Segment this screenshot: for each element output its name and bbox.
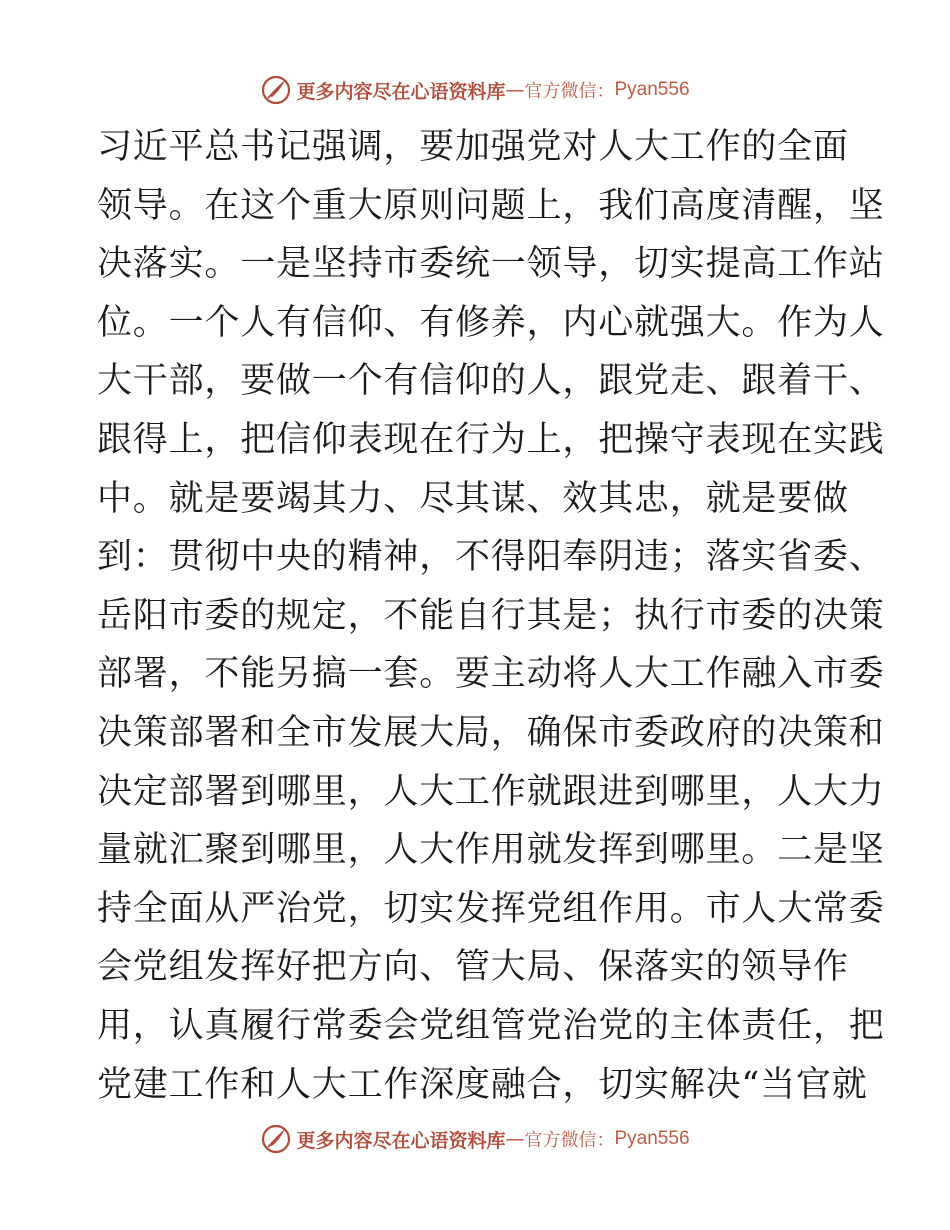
body-line: 到：贯彻中央的精神，不得阳奉阴违；落实省委、 xyxy=(97,537,885,578)
document-body xyxy=(97,118,885,1114)
body-line: 部署，不能另搞一套。要主动将人大工作融入市委 xyxy=(97,654,885,695)
body-line: 岳阳市委的规定，不能自行其是；执行市委的决策 xyxy=(97,595,885,636)
body-line: 决定部署到哪里，人大工作就跟进到哪里，人大力 xyxy=(97,771,885,812)
body-line: 跟得上，把信仰表现在行为上，把操守表现在实践 xyxy=(97,419,885,460)
body-line: 习近平总书记强调，要加强党对人大工作的全面 xyxy=(97,127,849,167)
quill-logo-icon xyxy=(260,1123,292,1155)
body-line: 大干部，要做一个有信仰的人，跟党走、跟着干、 xyxy=(97,361,885,402)
watermark-brand: 更多内容尽在心语资料库 xyxy=(296,80,506,103)
body-line: 会党组发挥好把方向、管大局、保落实的领导作 xyxy=(97,947,849,988)
watermark-handle: Pyan556 xyxy=(614,1128,690,1149)
body-line: 领导。在这个重大原则问题上，我们高度清醒，坚 xyxy=(97,185,885,226)
body-line: 用，认真履行常委会党组管党治党的主体责任，把 xyxy=(97,1005,885,1046)
body-line: 位。一个人有信仰、有修养，内心就强大。作为人 xyxy=(97,302,885,343)
footer-watermark xyxy=(0,1119,950,1159)
watermark-dash: — xyxy=(505,79,525,101)
quill-logo-icon xyxy=(260,74,292,106)
body-line: 中。就是要竭其力、尽其谋、效其忠，就是要做 xyxy=(97,478,849,519)
body-line: 党建工作和人大工作深度融合，切实解决“当官就 xyxy=(97,1064,868,1105)
body-line: 量就汇聚到哪里，人大作用就发挥到哪里。二是坚 xyxy=(97,830,885,871)
watermark-handle: Pyan556 xyxy=(614,79,690,100)
header-watermark xyxy=(0,70,950,110)
watermark-wechat-label: 官方微信： xyxy=(524,1130,615,1151)
watermark-dash: — xyxy=(505,1128,525,1150)
watermark-brand: 更多内容尽在心语资料库 xyxy=(296,1129,506,1152)
body-line: 持全面从严治党，切实发挥党组作用。市人大常委 xyxy=(97,888,885,929)
body-line: 决策部署和全市发展大局，确保市委政府的决策和 xyxy=(97,712,885,753)
watermark-wechat-label: 官方微信： xyxy=(524,81,615,102)
body-line: 决落实。一是坚持市委统一领导，切实提高工作站 xyxy=(97,244,885,285)
